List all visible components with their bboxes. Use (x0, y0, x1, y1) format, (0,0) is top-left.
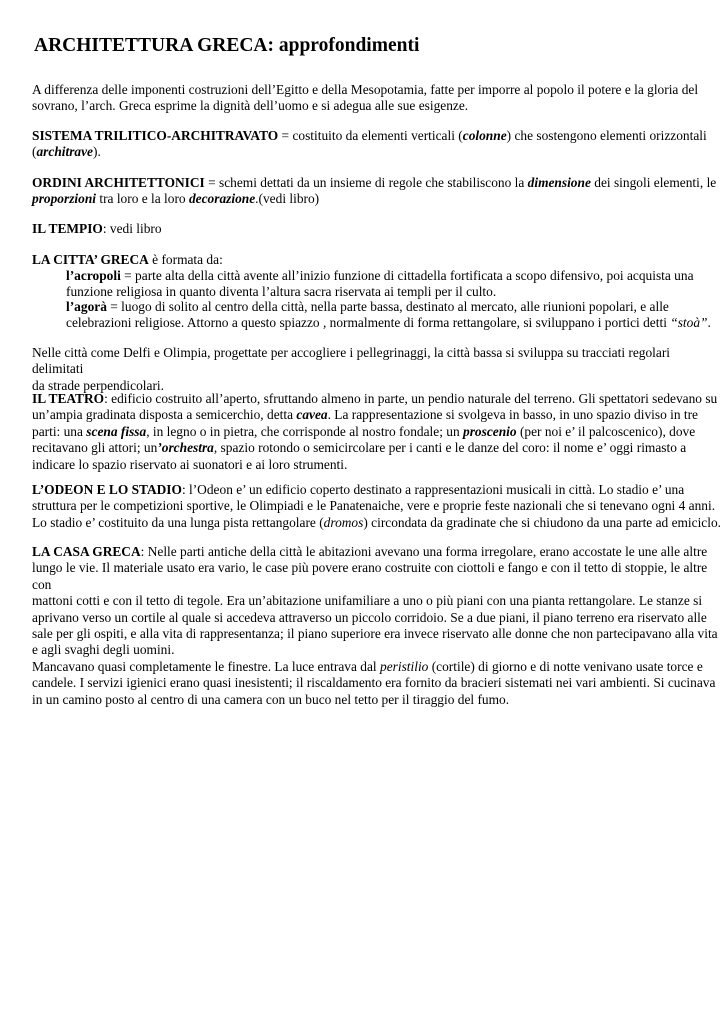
trilitico-term: SISTEMA TRILITICO-ARCHITRAVATO (32, 128, 279, 143)
text-run: : edificio costruito all’aperto, sfruttando almeno in parte, un pendio naturale del terreno. Gli spettatori sedevano su (104, 391, 718, 406)
text-run: da strade perpendicolari. (32, 377, 164, 393)
ordini-paragraph (32, 175, 722, 208)
stoa-term: “stoà” (670, 315, 708, 331)
citta-paragraph (32, 252, 722, 268)
text-run: (per noi e’ il palcoscenico), dove (516, 423, 696, 439)
trilitico-paragraph (32, 128, 722, 161)
text-run: = parte alta della città avente all’inizio funzione di cittadella fortificata a scopo difensivo, poi acquista una (120, 268, 694, 283)
text-run: in un camino posto al centro di una camera con un buco nel tetto per il tiraggio del fumo. (32, 691, 510, 707)
acropoli-term: l’acropoli (66, 268, 121, 283)
text-run: Lo stadio e’ costituito da una lunga pista rettangolare ( (32, 514, 324, 530)
scena-fissa-term: scena fissa (86, 423, 147, 439)
proporzioni-term: proporzioni (32, 191, 96, 207)
odeon-term: L’ODEON E LO STADIO (32, 482, 182, 497)
text-run: tra loro e la loro (96, 191, 189, 207)
agora-term: l’agorà (66, 299, 107, 314)
dromos-term: dromos (323, 514, 364, 530)
text-run: : Nelle parti antiche della città le abitazioni avevano una forma irregolare, erano accostate le une alle altre (140, 544, 708, 559)
text-run: funzione religiosa in quanto diventa l’altura sacra riservata ai templi per il culto. (66, 284, 497, 300)
proscenio-term: proscenio (463, 423, 517, 439)
text-run: ) circondata da gradinate che si chiudono da una parte ad emiciclo. (363, 514, 722, 530)
page-title: ARCHITETTURA GRECA: approfondimenti (34, 35, 420, 56)
text-run: un’ampia gradinata disposta a semicerchio, detta (32, 407, 297, 423)
text-run: .(vedi libro) (255, 191, 320, 207)
intro-line: sovrano, l’arch. Greca esprime la dignità dell’uomo e si adegua alle sue esigenze. (32, 98, 469, 114)
text-run: , spazio rotondo o semicircolare per i canti e le danze del coro: il nome e’ oggi rimasto a (213, 440, 687, 456)
decorazione-term: decorazione (188, 191, 256, 207)
text-run: ) che sostengono elementi orizzontali (506, 128, 707, 143)
text-run: : l’Odeon e’ un edificio coperto destinato a rappresentazioni musicali in città. Lo stadio e’ una (181, 482, 685, 497)
text-run: lungo le vie. Il materiale usato era vario, le case più povere erano costruite con ciottoli e fango e con il tetto di stoppie, le altre con (32, 560, 708, 592)
odeon-paragraph (32, 482, 722, 531)
delfi-paragraph (32, 345, 722, 394)
orchestra-term: ’orchestra (157, 440, 214, 456)
casa-term: LA CASA GRECA (32, 544, 141, 559)
text-run: Nelle città come Delfi e Olimpia, progettate per accogliere i pellegrinaggi, la città bassa si sviluppa su tracciati regolari delimitati (32, 345, 671, 377)
text-run: è formata da: (148, 252, 223, 267)
agora-item (66, 299, 722, 332)
text-run: : vedi libro (102, 221, 162, 236)
text-run: indicare lo spazio riservato ai suonatori e ai loro strumenti. (32, 456, 348, 472)
teatro-paragraph (32, 391, 722, 473)
text-run: dei singoli elementi, le (590, 175, 717, 190)
cavea-term: cavea (296, 407, 328, 423)
text-run: candele. I servizi igienici erano quasi inesistenti; il riscaldamento era fornito da bracieri sistemati nei vari ambienti. Si cucinava (32, 675, 716, 691)
text-run: , in legno o in pietra, che corrisponde al nostro fondale; un (146, 423, 464, 439)
intro-paragraph (32, 82, 722, 115)
tempio-paragraph (32, 221, 722, 237)
architrave-term: architrave (36, 144, 93, 160)
casa-paragraph (32, 544, 722, 708)
tempio-term: IL TEMPIO (32, 221, 103, 236)
text-run: e agli svaghi degli uomini. (32, 642, 175, 658)
colonne-term: colonne (462, 128, 507, 143)
text-run: . (707, 315, 711, 331)
text-run: sale per gli ospiti, e alla vita di rappresentanza; il piano superiore era invece riservato alle donne che non partecipavano alla vita (32, 626, 718, 642)
text-run: = luogo di solito al centro della città, nella parte bassa, destinato al mercato, alle riunioni popolari, e alle (106, 299, 669, 314)
text-run: Mancavano quasi completamente le finestre. La luce entrava dal (32, 658, 380, 674)
text-run: = schemi dettati da un insieme di regole che stabiliscono la (204, 175, 528, 190)
acropoli-item (66, 268, 722, 301)
text-run: parti: una (32, 423, 87, 439)
text-run: recitavano gli attori; un (32, 440, 158, 456)
citta-term: LA CITTA’ GRECA (32, 252, 149, 267)
text-run: ( (32, 144, 37, 160)
text-run: ). (93, 144, 101, 160)
text-run: = costituito da elementi verticali ( (278, 128, 463, 143)
text-run: . La rappresentazione si svolgeva in basso, in uno spazio diviso in tre (327, 407, 698, 423)
text-run: mattoni cotti e con il tetto di tegole. Era un’abitazione unifamiliare a uno o più piani con una pianta rettangolare. Le stanze si (32, 593, 703, 609)
text-run: aprivano verso un cortile al quale si accedeva attraverso un piccolo corridoio. Se a due piani, il piano terreno era riservato alle (32, 609, 707, 625)
intro-line: A differenza delle imponenti costruzioni dell’Egitto e della Mesopotamia, fatte per imporre al popolo il potere e la gloria del (32, 82, 699, 97)
teatro-term: IL TEATRO (32, 391, 105, 406)
dimensione-term: dimensione (527, 175, 591, 190)
text-run: struttura per le competizioni sportive, le Olimpiadi e le Panatenaiche, vere e proprie feste nazionali che si tenevano ogni 4 anni. (32, 498, 716, 514)
text-run: celebrazioni religiose. Attorno a questo spiazzo , normalmente di forma rettangolare, si sviluppano i portici detti (66, 315, 671, 331)
peristilio-term: peristilio (380, 658, 429, 674)
ordini-term: ORDINI ARCHITETTONICI (32, 175, 205, 190)
text-run: (cortile) di giorno e di notte venivano usate torce e (428, 658, 703, 674)
